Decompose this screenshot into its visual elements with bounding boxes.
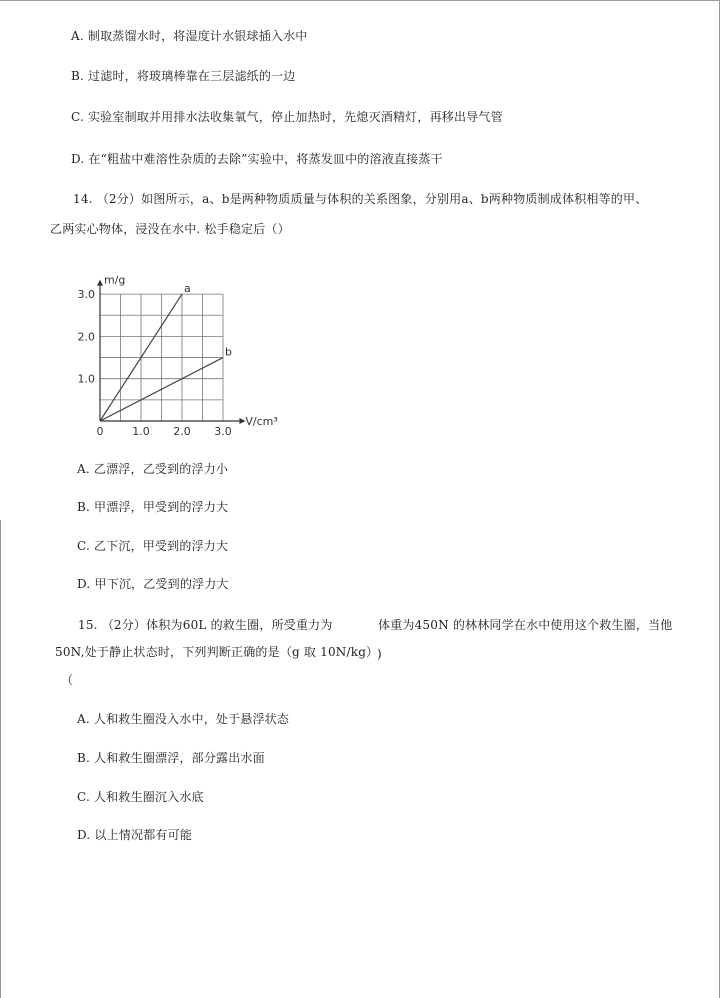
q13-option-a: A. 制取蒸馏水时，将湿度计水银球插入水中 [71, 29, 308, 43]
q14-option-d: D. 甲下沉，乙受到的浮力大 [77, 577, 229, 591]
x-tick-label: 1.0 [132, 425, 150, 438]
y-tick-label: 3.0 [78, 288, 95, 302]
x-tick-label: 3.0 [214, 425, 232, 438]
y-tick-label: 2.0 [78, 330, 95, 344]
series-label-a: a [184, 282, 191, 296]
q14-stem-line2: 乙两实心物体，浸没在水中. 松手稳定后（） [50, 222, 290, 236]
q15-stem-paren-close: ) [377, 647, 382, 661]
y-axis-arrow [97, 280, 103, 286]
q15-option-c: C. 人和救生圈沉入水底 [77, 790, 204, 804]
q13-option-b: B. 过滤时，将玻璃棒靠在三层滤纸的一边 [71, 69, 296, 83]
q14-option-c: C. 乙下沉，甲受到的浮力大 [77, 539, 229, 553]
y-tick-label: 1.0 [78, 372, 95, 386]
q15-option-d: D. 以上情况都有可能 [77, 828, 193, 842]
page-border-top [0, 0, 720, 1]
q15-option-b: B. 人和救生圈漂浮，部分露出水面 [77, 751, 265, 765]
q14-option-a: A. 乙漂浮，乙受到的浮力小 [77, 462, 229, 476]
q15-stem-part1: 15. （2分）体积为60L 的救生圈，所受重力为 [78, 618, 333, 632]
page-border-left [0, 520, 1, 998]
x-tick-label: 2.0 [173, 425, 191, 438]
series-label-b: b [225, 345, 232, 359]
x-tick-label: 0 [96, 425, 104, 438]
q13-option-c: C. 实验室制取并用排水法收集氧气，停止加热时，先熄灭酒精灯，再移出导气管 [71, 110, 503, 124]
q15-stem-paren-open: （ [61, 673, 74, 687]
mass-volume-chart [78, 276, 278, 442]
x-axis-label: V/cm³ [245, 415, 278, 428]
q14-stem-line1: 14. （2分）如图所示，a、b是两种物质质量与体积的关系图象，分别用a、b两种物质制成体积相等的甲、 [73, 192, 648, 206]
q14-option-b: B. 甲漂浮，甲受到的浮力大 [77, 500, 229, 514]
q15-option-a: A. 人和救生圈没入水中，处于悬浮状态 [77, 712, 290, 726]
q15-stem-part2: 体重为450N 的林林同学在水中使用这个救生圈，当他 [378, 618, 673, 632]
q13-option-d: D. 在“粗盐中难溶性杂质的去除”实验中，将蒸发皿中的溶液直接蒸干 [71, 152, 443, 166]
y-axis-label: m/g [104, 276, 126, 287]
chart-grid [100, 294, 223, 421]
q15-stem-part3: 50N,处于静止状态时，下列判断正确的是（g 取 10N/kg） [55, 645, 379, 659]
